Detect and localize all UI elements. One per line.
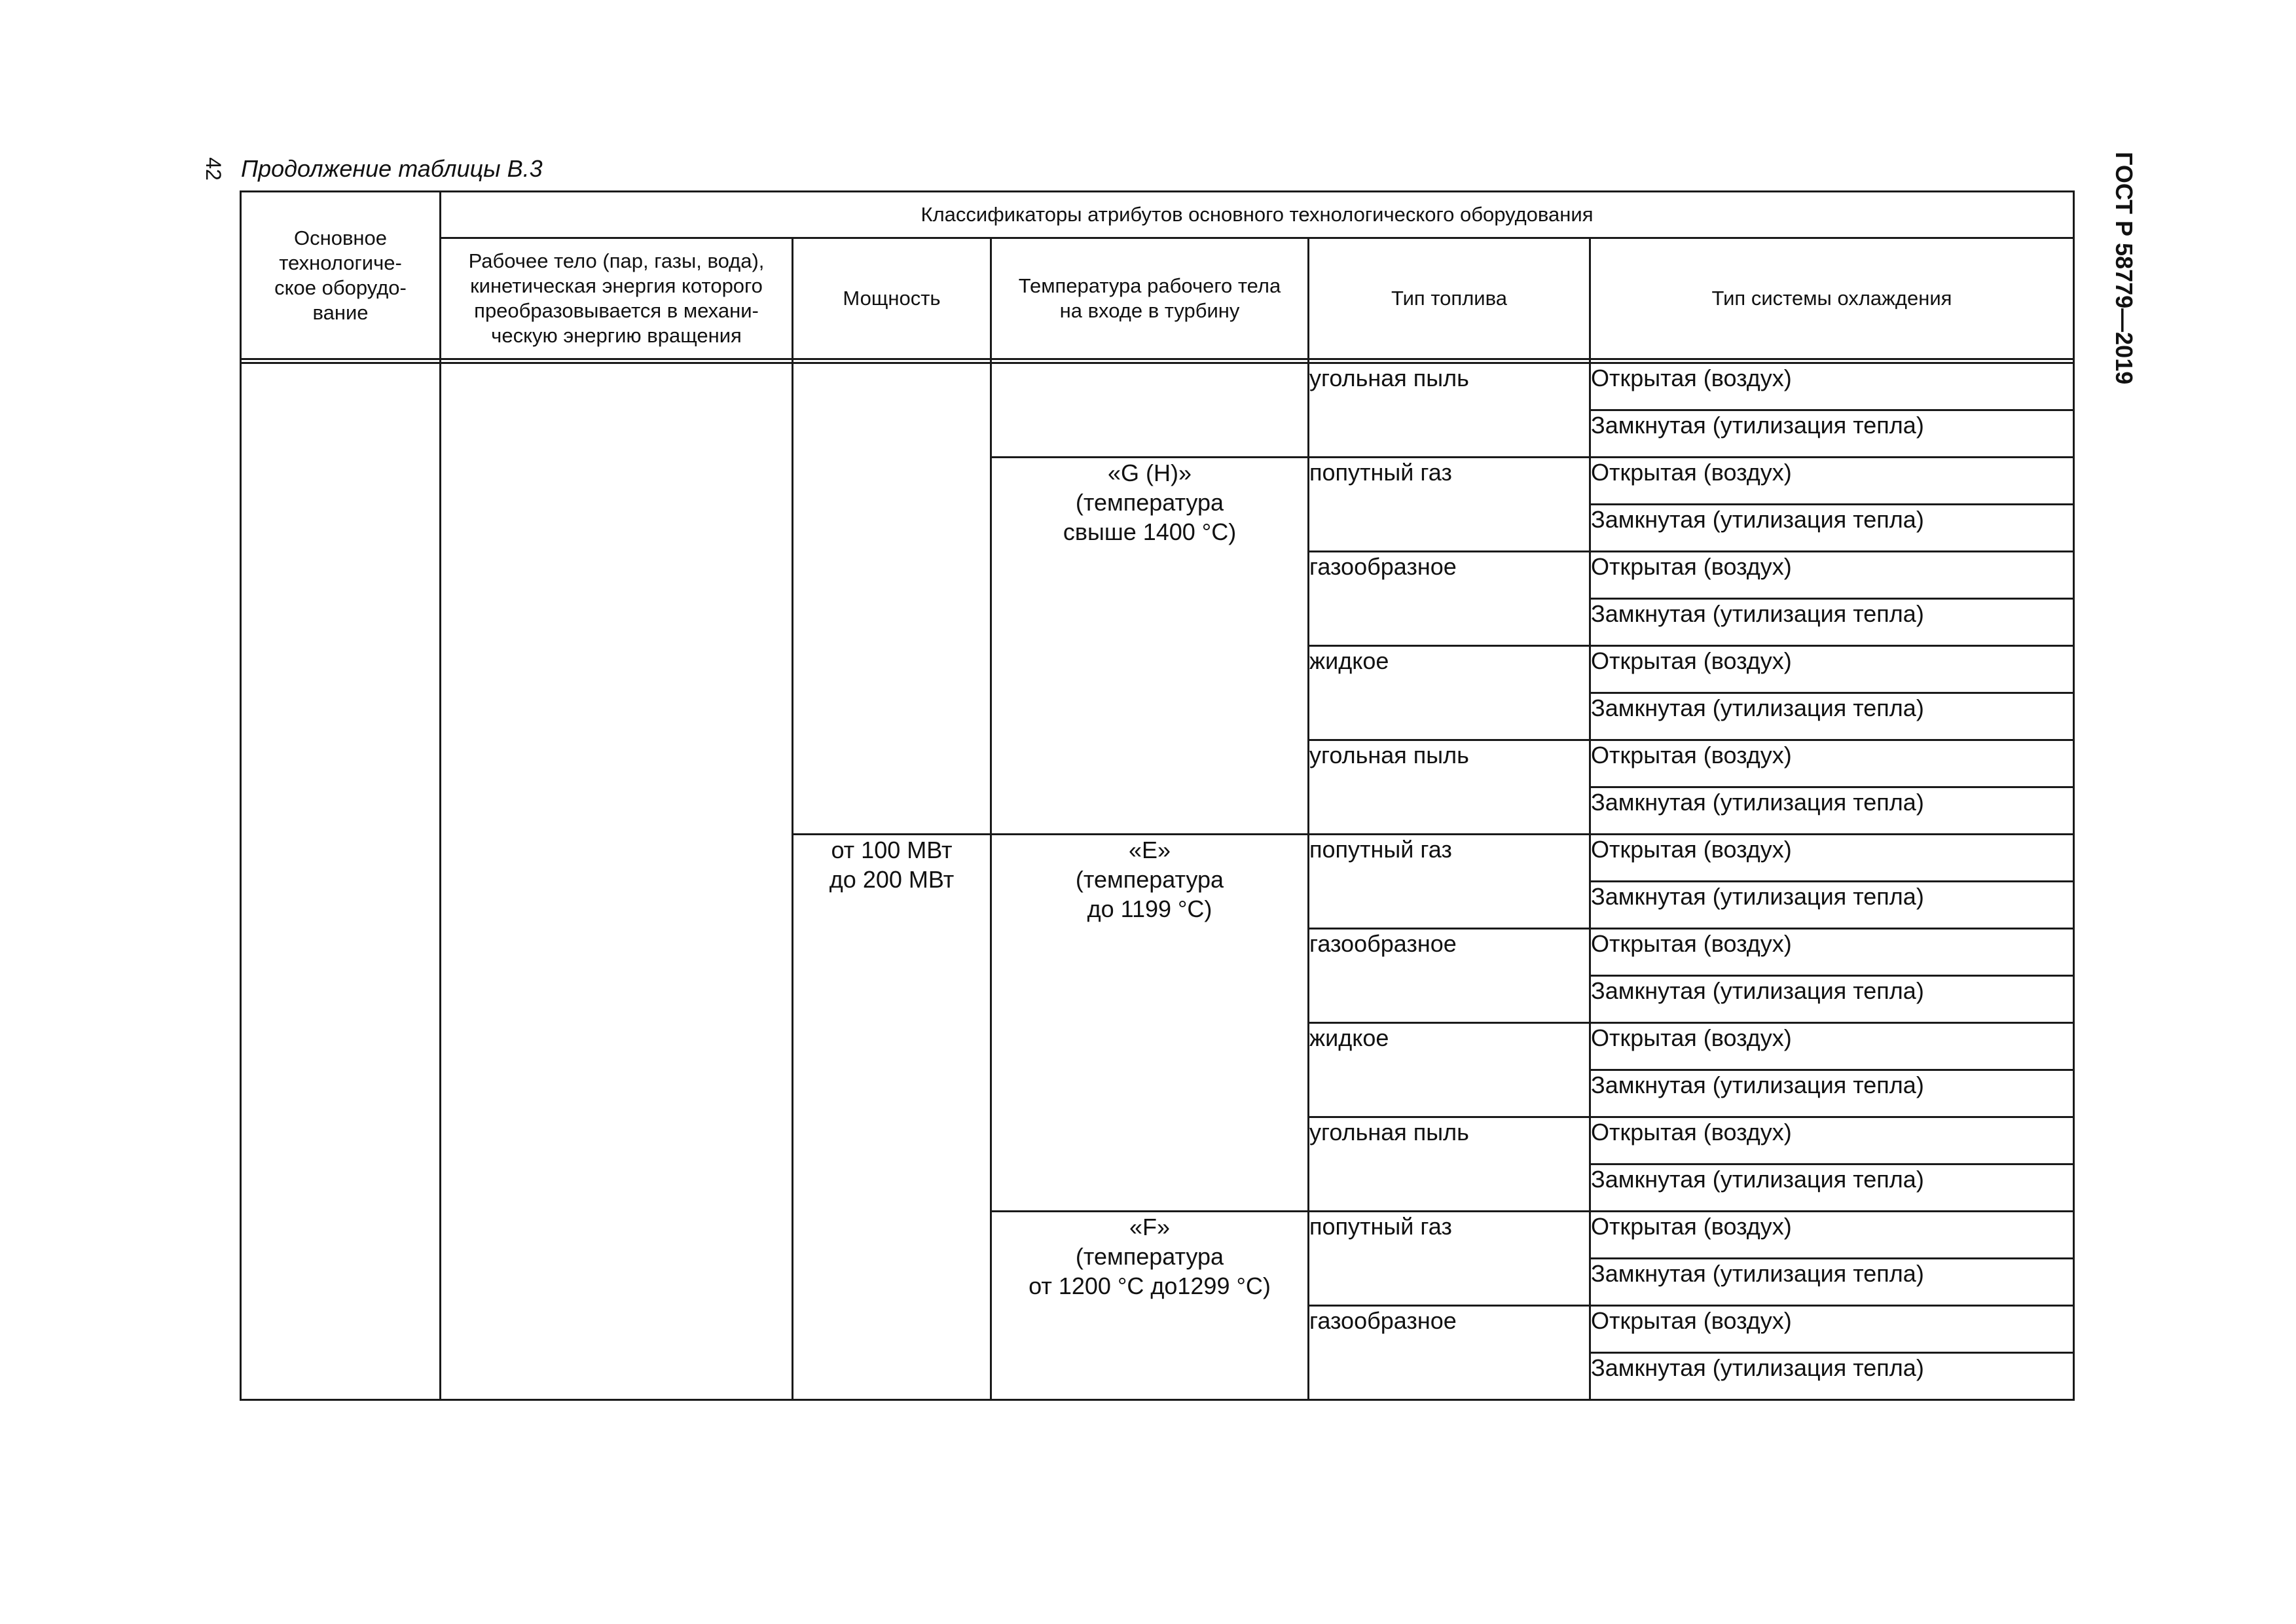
equipment-cell <box>241 363 441 1400</box>
cooling-cell: Замкнутая (утилизация тепла) <box>1590 976 2074 1023</box>
cooling-cell: Замкнутая (утилизация тепла) <box>1590 410 2074 458</box>
cooling-cell: Открытая (воздух) <box>1590 363 2074 410</box>
fuel-cell: газообразное <box>1309 552 1590 646</box>
header-attribute-classifiers: Классификаторы атрибутов основного технологического оборудования <box>441 192 2074 238</box>
cooling-cell: Открытая (воздух) <box>1590 1023 2074 1070</box>
cooling-cell: Открытая (воздух) <box>1590 1306 2074 1353</box>
fuel-cell: газообразное <box>1309 929 1590 1023</box>
temperature-cell-continued <box>991 363 1309 458</box>
power-cell-continued <box>793 363 991 835</box>
fuel-cell: жидкое <box>1309 646 1590 740</box>
cooling-cell: Открытая (воздух) <box>1590 646 2074 693</box>
table-caption: Продолжение таблицы В.3 <box>241 155 543 182</box>
classification-table <box>240 190 2075 1401</box>
table-row <box>241 363 2074 410</box>
cooling-cell: Открытая (воздух) <box>1590 929 2074 976</box>
standard-identifier: ГОСТ Р 58779—2019 <box>2111 152 2138 385</box>
cooling-cell: Замкнутая (утилизация тепла) <box>1590 1164 2074 1212</box>
fuel-cell: попутный газ <box>1309 1212 1590 1306</box>
cooling-cell: Замкнутая (утилизация тепла) <box>1590 693 2074 740</box>
page-number: 42 <box>201 157 225 181</box>
temperature-cell-f: «F» (температура от 1200 °С до1299 °С) <box>991 1212 1309 1400</box>
fuel-cell: угольная пыль <box>1309 740 1590 835</box>
cooling-cell: Замкнутая (утилизация тепла) <box>1590 1070 2074 1117</box>
fuel-cell: газообразное <box>1309 1306 1590 1400</box>
cooling-cell: Открытая (воздух) <box>1590 1117 2074 1164</box>
temperature-cell-gh: «G (H)» (температура свыше 1400 °С) <box>991 458 1309 835</box>
cooling-cell: Замкнутая (утилизация тепла) <box>1590 1259 2074 1306</box>
header-power: Мощность <box>793 238 991 359</box>
fuel-cell: угольная пыль <box>1309 1117 1590 1212</box>
cooling-cell: Замкнутая (утилизация тепла) <box>1590 1353 2074 1400</box>
cooling-cell: Замкнутая (утилизация тепла) <box>1590 599 2074 646</box>
cooling-cell: Открытая (воздух) <box>1590 740 2074 787</box>
header-working-medium: Рабочее тело (пар, газы, вода), кинетическая энергия которого преобразовывается в механи- ческую энергию вращения <box>441 238 793 359</box>
header-cooling-system: Тип системы охлаждения <box>1590 238 2074 359</box>
cooling-cell: Открытая (воздух) <box>1590 552 2074 599</box>
cooling-cell: Открытая (воздух) <box>1590 1212 2074 1259</box>
cooling-cell: Открытая (воздух) <box>1590 835 2074 882</box>
power-cell-100-200: от 100 МВт до 200 МВт <box>793 835 991 1400</box>
fuel-cell: жидкое <box>1309 1023 1590 1117</box>
temperature-cell-e: «E» (температура до 1199 °С) <box>991 835 1309 1212</box>
cooling-cell: Открытая (воздух) <box>1590 458 2074 505</box>
cooling-cell: Замкнутая (утилизация тепла) <box>1590 882 2074 929</box>
fuel-cell: угольная пыль <box>1309 363 1590 458</box>
header-fuel-type: Тип топлива <box>1309 238 1590 359</box>
working-medium-cell <box>441 363 793 1400</box>
header-equipment: Основное технологиче- ское оборудо- вание <box>241 192 441 359</box>
cooling-cell: Замкнутая (утилизация тепла) <box>1590 505 2074 552</box>
header-inlet-temperature: Температура рабочего тела на входе в турбину <box>991 238 1309 359</box>
cooling-cell: Замкнутая (утилизация тепла) <box>1590 787 2074 835</box>
fuel-cell: попутный газ <box>1309 835 1590 929</box>
fuel-cell: попутный газ <box>1309 458 1590 552</box>
